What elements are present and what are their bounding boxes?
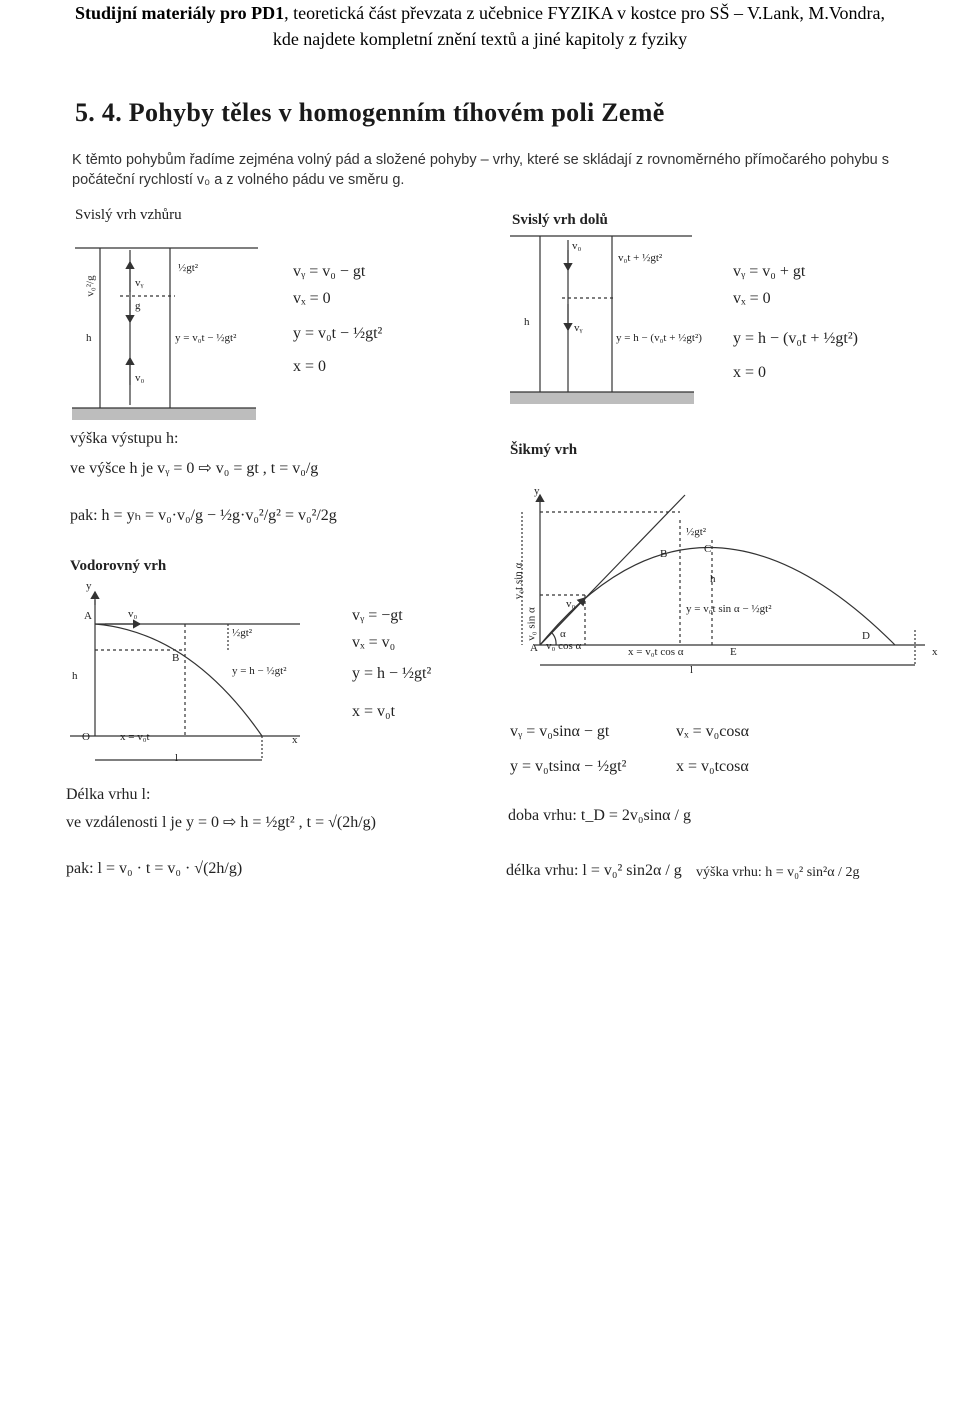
vd-label-vy: vᵧ bbox=[574, 322, 583, 334]
height-line2: pak: h = yₕ = v₀·v₀/g − ½g·v₀²/g² = v₀²/2g bbox=[70, 507, 337, 524]
ob-label-y: y bbox=[534, 485, 540, 497]
vertical-down-figure bbox=[510, 236, 694, 404]
hz-label-l: l bbox=[175, 752, 179, 764]
hz-label-B: B bbox=[172, 652, 180, 664]
header-subtitle: , teoretická část převzata z učebnice FYZIKA v kostce pro SŠ – V.Lank, M.Vondra, bbox=[284, 3, 886, 23]
ob-eq4: x = v₀tcosα bbox=[676, 758, 749, 775]
ob-label-v0: v₀ bbox=[566, 598, 576, 610]
vu-eq1: vᵧ = v₀ − gt bbox=[293, 263, 366, 280]
vu-label-g: g bbox=[135, 300, 141, 312]
ob-time: doba vrhu: t_D = 2v₀sinα / g bbox=[508, 807, 691, 824]
hz-label-A: A bbox=[84, 610, 92, 622]
ob-range: délka vrhu: l = v₀² sin2α / g bbox=[506, 862, 682, 879]
oblique-title: Šikmý vrh bbox=[510, 442, 578, 458]
hz-eq1: vᵧ = −gt bbox=[352, 607, 403, 624]
ob-eq2: vₓ = v₀cosα bbox=[676, 723, 749, 740]
ob-label-l: l bbox=[690, 664, 694, 676]
ob-label-x: x bbox=[932, 646, 938, 658]
header-line2: kde najdete kompletní znění textů a jiné kapitoly z fyziky bbox=[272, 29, 688, 49]
vd-eq3: y = h − (v₀t + ½gt²) bbox=[733, 330, 858, 347]
range-line2: pak: l = v₀ · t = v₀ · √(2h/g) bbox=[66, 860, 243, 877]
ob-label-h: h bbox=[710, 573, 716, 585]
vu-eq4: x = 0 bbox=[293, 358, 327, 375]
vu-label-h: h bbox=[86, 332, 92, 344]
vu-eq2: vₓ = 0 bbox=[293, 290, 331, 307]
vertical-down-title: Svislý vrh dolů bbox=[512, 212, 608, 228]
height-line1: ve výšce h je vᵧ = 0 ⇨ v₀ = gt , t = v₀/g bbox=[70, 460, 319, 477]
vu-label-v0g: v₀²/g bbox=[84, 275, 97, 297]
vu-eq3: y = v₀t − ½gt² bbox=[293, 325, 383, 342]
vd-eq1: vᵧ = v₀ + gt bbox=[733, 263, 806, 280]
hz-eq2: vₓ = v₀ bbox=[352, 634, 396, 651]
ob-label-C: C bbox=[704, 543, 712, 555]
ob-eq3: y = v₀tsinα − ½gt² bbox=[510, 758, 627, 775]
section-intro: K těmto pohybům řadíme zejména volný pád a složené pohyby – vrhy, které se skládají z rovnoměrného přímočarého pohybu s počáteční rychlostí v₀ a z volného pádu ve směru g. bbox=[72, 152, 889, 188]
ob-label-A: A bbox=[530, 642, 538, 654]
hz-eq4: x = v₀t bbox=[352, 703, 396, 720]
horizontal-title: Vodorovný vrh bbox=[70, 558, 167, 574]
ob-label-v0cos: v₀ cos α bbox=[546, 640, 582, 652]
hz-label-y: y bbox=[86, 580, 92, 592]
ob-height: výška vrhu: h = v₀² sin²α / 2g bbox=[696, 865, 860, 880]
ob-label-yeq: y = v₀t sin α − ½gt² bbox=[686, 603, 772, 615]
hz-label-yeq: y = h − ½gt² bbox=[232, 665, 287, 677]
vu-label-yeq: y = v₀t − ½gt² bbox=[175, 332, 237, 344]
section-title: 5. 4. Pohyby těles v homogenním tíhovém poli Země bbox=[75, 98, 665, 127]
ob-label-D: D bbox=[862, 630, 870, 642]
ob-label-gt2: ½gt² bbox=[686, 526, 707, 538]
hz-label-v0: v₀ bbox=[128, 608, 138, 620]
hz-label-xeq: x = v₀t bbox=[120, 731, 150, 743]
ob-label-B: B bbox=[660, 548, 668, 560]
vd-label-v0: v₀ bbox=[572, 240, 582, 252]
vd-label-yeq: y = h − (v₀t + ½gt²) bbox=[616, 332, 702, 344]
ob-label-xeq: x = v₀t cos α bbox=[628, 646, 684, 658]
height-title: výška výstupu h: bbox=[70, 430, 179, 447]
range-title: Délka vrhu l: bbox=[66, 786, 151, 803]
vd-eq4: x = 0 bbox=[733, 364, 767, 381]
hz-label-gt2: ½gt² bbox=[232, 627, 253, 639]
ob-label-v0tsin: v₀t sin α bbox=[512, 562, 525, 600]
ob-eq1: vᵧ = v₀sinα − gt bbox=[510, 723, 610, 740]
vertical-up-title: Svislý vrh vzhůru bbox=[75, 207, 182, 223]
ob-label-E: E bbox=[730, 646, 737, 658]
vd-label-top: v₀t + ½gt² bbox=[618, 252, 663, 264]
vu-label-vy: vᵧ bbox=[135, 277, 144, 289]
hz-eq3: y = h − ½gt² bbox=[352, 665, 432, 682]
ob-label-v0sin: v₀ sin α bbox=[525, 607, 538, 641]
hz-label-x: x bbox=[292, 734, 298, 746]
hz-label-h: h bbox=[72, 670, 78, 682]
range-line1: ve vzdálenosti l je y = 0 ⇨ h = ½gt² , t = √(2h/g) bbox=[66, 814, 377, 831]
vd-label-h: h bbox=[524, 316, 530, 328]
vu-label-gt2: ½gt² bbox=[178, 262, 199, 274]
ob-label-alpha: α bbox=[560, 628, 566, 640]
header-title: Studijní materiály pro PD1 bbox=[74, 3, 285, 23]
vd-eq2: vₓ = 0 bbox=[733, 290, 771, 307]
hz-label-O: O bbox=[82, 731, 90, 743]
vu-label-v0: v₀ bbox=[135, 372, 145, 384]
